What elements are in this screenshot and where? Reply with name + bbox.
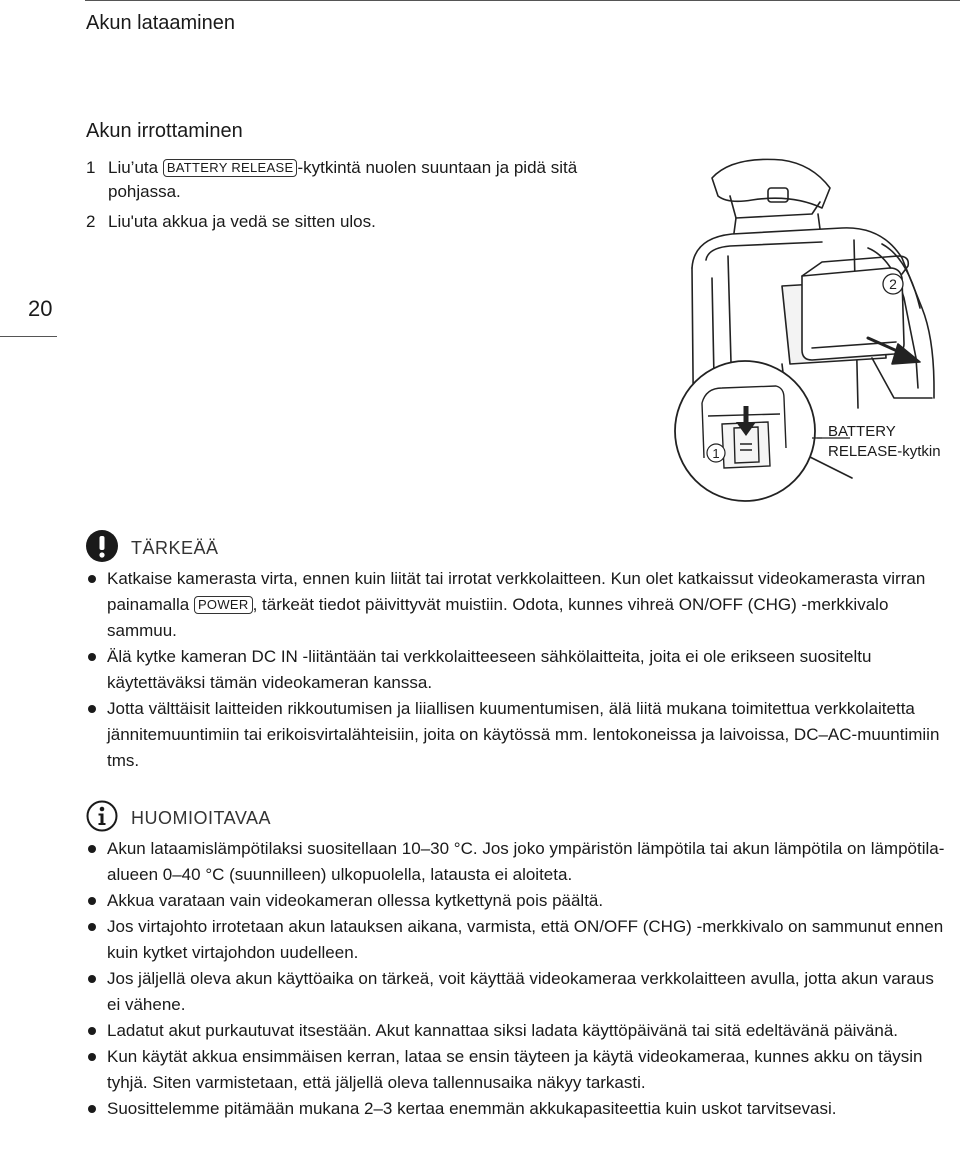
running-header: Akun lataaminen — [86, 12, 235, 34]
page-number-rule — [0, 336, 57, 337]
step-text-start: Liu’uta — [108, 158, 163, 177]
battery-release-button-label: BATTERY RELEASE — [163, 159, 298, 177]
item-text-start: Katkaise kamerasta virta, ennen kuin liität tai irrotat verkkolaitteen. Kun olet katkaissut videokamerasta virran painamalla — [107, 569, 926, 614]
step-text — [108, 156, 588, 204]
info-icon — [86, 800, 118, 832]
list-item: Jos virtajohto irrotetaan akun latauksen aikana, varmista, että ON/OFF (CHG) -merkkivalo on sammunut ennen kuin kytket virtajohdon uudelleen. — [86, 914, 951, 966]
step-number: 2 — [86, 212, 96, 231]
important-list — [86, 566, 951, 774]
header-rule — [85, 0, 960, 1]
camera-battery-illustration — [672, 148, 960, 520]
list-item: Älä kytke kameran DC IN -liitäntään tai verkkolaitteeseen sähkölaitteita, joita ei ole erikseen suositeltu käytettäväksi tämän videokameran kanssa. — [86, 644, 951, 696]
svg-text:1: 1 — [712, 446, 720, 461]
svg-text:2: 2 — [889, 276, 897, 292]
list-item: Jos jäljellä oleva akun käyttöaika on tärkeä, voit käyttää videokameraa verkkolaitteen avulla, jotta akun varaus ei vähene. — [86, 966, 951, 1018]
exclamation-icon — [86, 530, 118, 562]
step-2 — [86, 210, 586, 234]
list-item: Suosittelemme pitämään mukana 2–3 kertaa enemmän akkukapasiteettia kuin uskot tarvitsevasi. — [86, 1096, 951, 1122]
list-item: Jotta välttäisit laitteiden rikkoutumisen ja liiallisen kuumentumisen, älä liitä mukana toimitettua verkkolaitetta jännitemuuntimiin tai erikoisvirtalähteisiin, joita on käytössä mm. lentokoneissa ja laivoissa, DC–AC-muuntimiin tms. — [86, 696, 951, 774]
page-number: 20 — [28, 296, 53, 321]
list-item: Ladatut akut purkautuvat itsestään. Akut kannattaa siksi ladata käyttöpäivänä tai sitä edeltävänä päivänä. — [86, 1018, 951, 1044]
item-text-end: , tärkeät tiedot päivittyvät muistiin. Odota, kunnes vihreä ON/OFF (CHG) -merkkivalo sammuu. — [107, 595, 889, 640]
magnified-inset — [675, 361, 850, 501]
battery-release-switch-label: BATTERY RELEASE-kytkin — [828, 423, 941, 460]
camera-illustration-svg — [672, 148, 960, 520]
notes-list — [86, 836, 951, 1122]
step-number: 1 — [86, 158, 96, 177]
section-title: Akun irrottaminen — [86, 120, 243, 142]
list-item — [86, 566, 951, 644]
callout-2 — [883, 274, 903, 294]
step-1 — [86, 156, 586, 204]
list-item: Akun lataamislämpötilaksi suositellaan 10–30 °C. Jos joko ympäristön lämpötila tai akun lämpötila on lämpötila-alueen 0–40 °C (suunnilleen) ulkopuolella, latausta ei aloiteta. — [86, 836, 951, 888]
step-text: Liu'uta akkua ja vedä se sitten ulos. — [108, 212, 376, 231]
power-button-label: POWER — [194, 596, 253, 614]
list-item: Akkua varataan vain videokameran ollessa kytkettynä pois päältä. — [86, 888, 951, 914]
step-text-end: -kytkintä nuolen suuntaan ja pidä sitä pohjassa. — [108, 158, 578, 201]
list-item: Kun käytät akkua ensimmäisen kerran, lataa se ensin täyteen ja käytä videokameraa, kunnes akku on täysin tyhjä. Siten varmistetaan, että jäljellä oleva tallennusaika näkyy tarkasti. — [86, 1044, 951, 1096]
notes-title: HUOMIOITAVAA — [131, 808, 272, 828]
important-title: TÄRKEÄÄ — [131, 538, 219, 558]
